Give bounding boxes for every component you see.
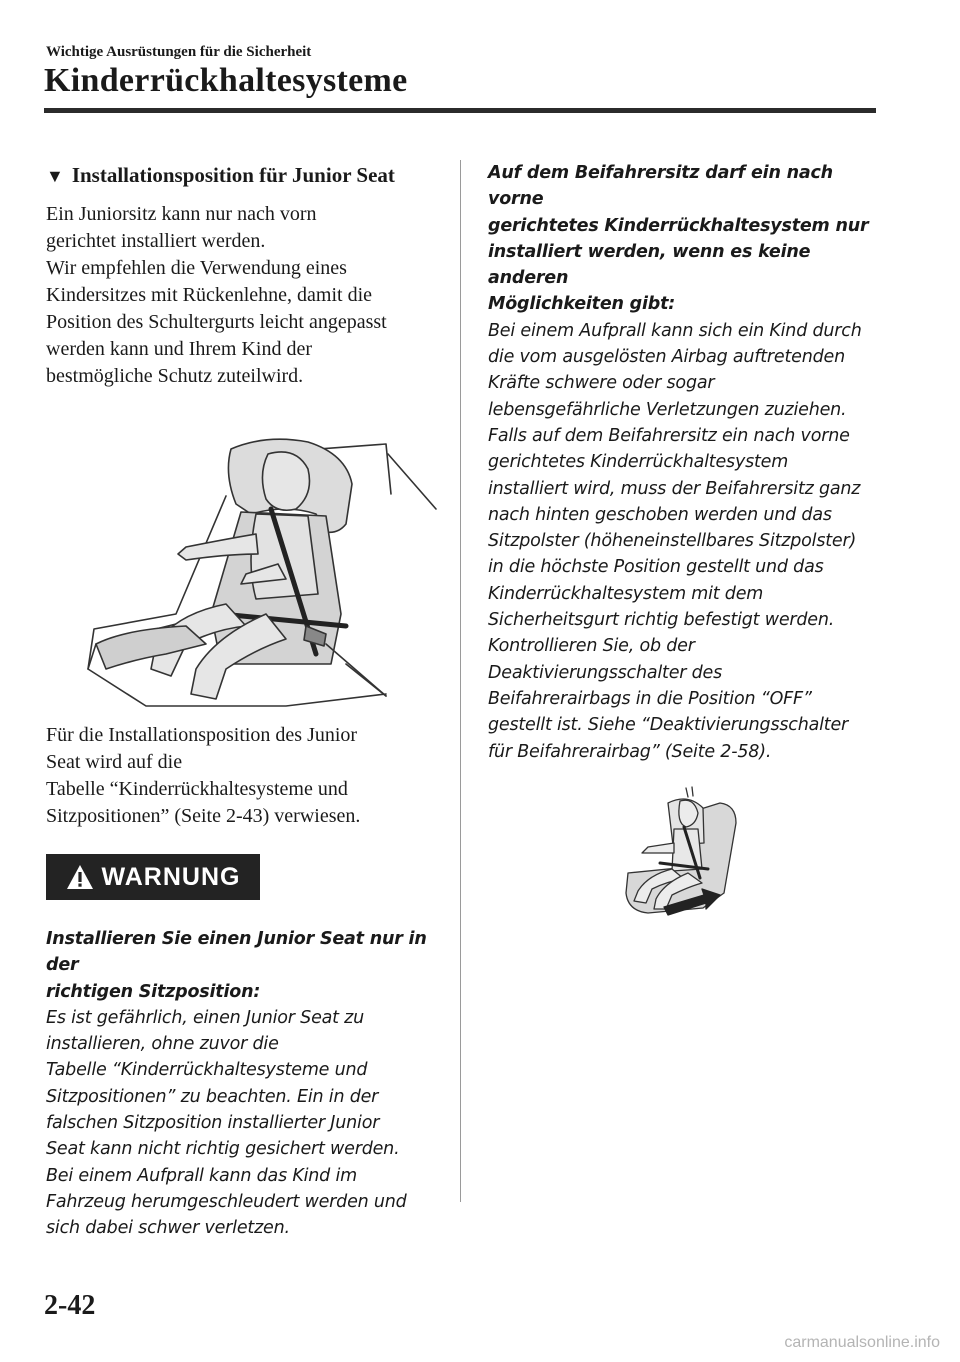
warning-title-line: gerichtetes Kinderrückhaltesystem nur	[488, 215, 869, 236]
right-warning-body	[488, 318, 880, 765]
warning-body-line: installieren, ohne zuvor die	[46, 1034, 279, 1055]
warning-body-line: installiert wird, muss der Beifahrersitz ganz	[488, 478, 861, 499]
warning-body-line: die vom ausgelösten Airbag auftretenden	[488, 347, 845, 368]
right-warning-title	[488, 160, 880, 318]
warning-body-line: Falls auf dem Beifahrersitz ein nach vorne	[488, 425, 850, 446]
warning-title-line: installiert werden, wenn es keine anderen	[488, 241, 811, 289]
page-number: 2-42	[44, 1290, 96, 1321]
warning-body-line: für Beifahrerairbag” (Seite 2-58).	[488, 741, 772, 762]
chapter-title: Kinderrückhaltesysteme	[44, 62, 408, 99]
header-rule	[44, 108, 876, 113]
watermark: carmanualsonline.info	[784, 1334, 940, 1351]
left-column	[46, 160, 442, 1242]
section-heading-text: Installationsposition für Junior Seat	[71, 163, 395, 187]
warning-body-line: Bei einem Aufprall kann sich ein Kind durch	[488, 320, 862, 341]
intro-paragraph	[46, 201, 442, 390]
down-triangle-icon: ▼	[46, 166, 64, 186]
warning-label: WARNUNG	[101, 862, 241, 891]
text-line: werden kann und Ihrem Kind der	[46, 338, 313, 360]
warning-body-line: sich dabei schwer verletzen.	[46, 1218, 290, 1239]
warning-body-line: Sitzpositionen” zu beachten. Ein in der	[46, 1086, 379, 1107]
warning-body-line: Kräfte schwere oder sogar	[488, 373, 715, 394]
warning-title-line: richtigen Sitzposition:	[46, 981, 261, 1002]
warning-body-line: Sicherheitsgurt richtig befestigt werden.	[488, 610, 835, 631]
warning-title-line: Installieren Sie einen Junior Seat nur in der	[46, 929, 427, 976]
warning-body-line: Bei einem Aufprall kann das Kind im	[46, 1165, 357, 1186]
column-divider	[460, 160, 461, 1202]
text-line: Ein Juniorsitz kann nur nach vorn	[46, 203, 317, 225]
child-in-junior-seat-drawing	[46, 414, 442, 714]
warning-body-line: gestellt ist. Siehe “Deaktivierungsschalter	[488, 715, 849, 736]
warning-body-line: Deaktivierungsschalter des	[488, 662, 723, 683]
text-line: Sitzpositionen” (Seite 2-43) verwiesen.	[46, 805, 361, 827]
text-line: Position des Schultergurts leicht angepasst	[46, 311, 387, 333]
warning-body-line: Fahrzeug herumgeschleudert werden und	[46, 1191, 407, 1212]
warning-body-line: Kinderrückhaltesystem mit dem	[488, 583, 764, 604]
text-line: Für die Installationsposition des Junior	[46, 724, 358, 746]
warning-body-line: Beifahrerairbags in die Position “OFF”	[488, 688, 812, 709]
warning-text	[46, 926, 442, 1242]
warning-body-line: nach hinten geschoben werden und das	[488, 504, 832, 525]
warning-title-line: Auf dem Beifahrersitz darf ein nach vorne	[488, 163, 833, 210]
warning-body-line: falschen Sitzposition installierter Junior	[46, 1113, 380, 1134]
text-line: Wir empfehlen die Verwendung eines	[46, 257, 347, 279]
warning-title-line: Möglichkeiten gibt:	[488, 294, 676, 315]
warning-triangle-icon	[66, 864, 94, 890]
text-line: Tabelle “Kinderrückhaltesysteme und	[46, 778, 348, 800]
warning-badge	[46, 854, 260, 900]
text-line: bestmögliche Schutz zuteilwird.	[46, 365, 304, 387]
warning-body-line: Kontrollieren Sie, ob der	[488, 636, 695, 657]
warning-body-line: gerichtetes Kinderrückhaltesystem	[488, 452, 789, 473]
warning-body-line: lebensgefährliche Verletzungen zuziehen.	[488, 399, 847, 420]
section-label: Wichtige Ausrüstungen für die Sicherheit	[46, 44, 312, 60]
text-line: gerichtet installiert werden.	[46, 230, 266, 252]
text-line: Seat wird auf die	[46, 751, 183, 773]
seat-moved-back-drawing	[488, 783, 880, 923]
warning-body-line: Seat kann nicht richtig gesichert werden.	[46, 1139, 400, 1160]
warning-body-line: Tabelle “Kinderrückhaltesysteme und	[46, 1060, 368, 1081]
warning-body-line: Sitzpolster (höheneinstellbares Sitzpolster)	[488, 531, 857, 552]
section-heading	[46, 160, 442, 191]
warning-body-line: Es ist gefährlich, einen Junior Seat zu	[46, 1007, 365, 1028]
reference-paragraph	[46, 722, 442, 830]
warning-body-line: in die höchste Position gestellt und das	[488, 557, 824, 578]
junior-seat-illustration	[46, 414, 442, 714]
right-column	[488, 160, 880, 923]
passenger-seat-illustration	[488, 783, 880, 923]
text-line: Kindersitzes mit Rückenlehne, damit die	[46, 284, 373, 306]
